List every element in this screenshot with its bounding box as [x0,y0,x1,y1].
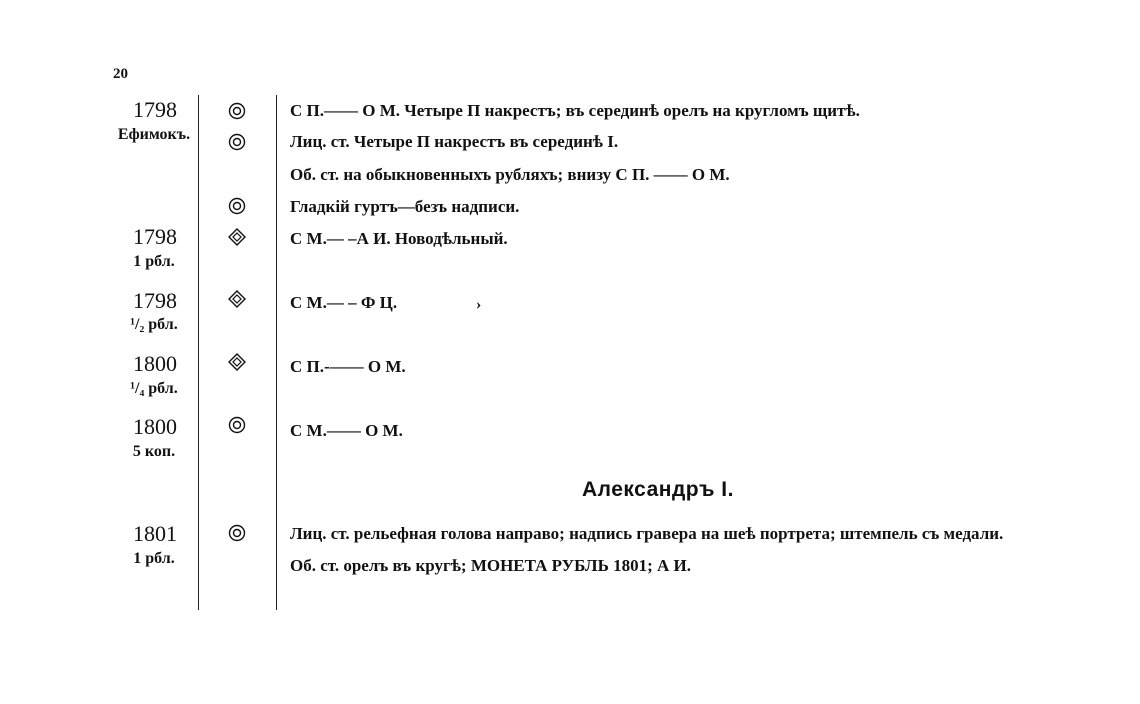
entry-year: 1800 [133,351,177,376]
description-line: С П.-—— О М. [290,357,406,376]
description-line: Лиц. ст. рельефная голова направо; надпись гравера на шеѣ портрета; штемпель съ медали. [290,524,1004,543]
description-line: Об. ст. на обыкновенныхъ рубляхъ; внизу С П. —— О М. [290,165,730,184]
diamond-icon [228,353,246,371]
diamond-icon [228,290,246,308]
circle-icon [228,133,246,151]
description-line: С П.—— О М. Четыре П накрестъ; въ серединѣ орелъ на кругломъ щитѣ. [290,101,860,120]
description-line: С М.— –А И. Новодѣльный. [290,229,508,248]
entry-year: 1798 [133,97,177,122]
page-number: 20 [113,66,128,82]
stray-mark: › [476,296,482,313]
diamond-icon [228,228,246,246]
entry-denomination: 1 рбл. [133,253,175,270]
entry-year: 1800 [133,414,177,439]
circle-icon [228,197,246,215]
circle-icon [228,416,246,434]
entry-year: 1798 [133,288,177,313]
column-rule-right [276,95,277,610]
description-line: Гладкій гуртъ—безъ надписи. [290,197,520,216]
description-line: С М.—— О М. [290,421,403,440]
entry-denomination: ¹/₂ рбл. [130,316,178,333]
entry-denomination: ¹/₄ рбл. [130,380,178,397]
entry-denomination: 5 коп. [132,443,176,460]
entry-denomination: Ефимокъ. [117,126,191,143]
entry-denomination: 1 рбл. [133,550,175,567]
entry-year: 1801 [133,521,177,546]
section-heading: Александръ I. [582,478,734,501]
description-line: Об. ст. орелъ въ кругѣ; МОНЕТА РУБЛЬ 1801; А И. [290,556,691,575]
entry-year: 1798 [133,224,177,249]
circle-icon [228,102,246,120]
description-line: С М.— – Ф Ц. [290,293,398,312]
circle-icon [228,524,246,542]
description-line: Лиц. ст. Четыре П накрестъ въ серединѣ I. [290,132,619,151]
